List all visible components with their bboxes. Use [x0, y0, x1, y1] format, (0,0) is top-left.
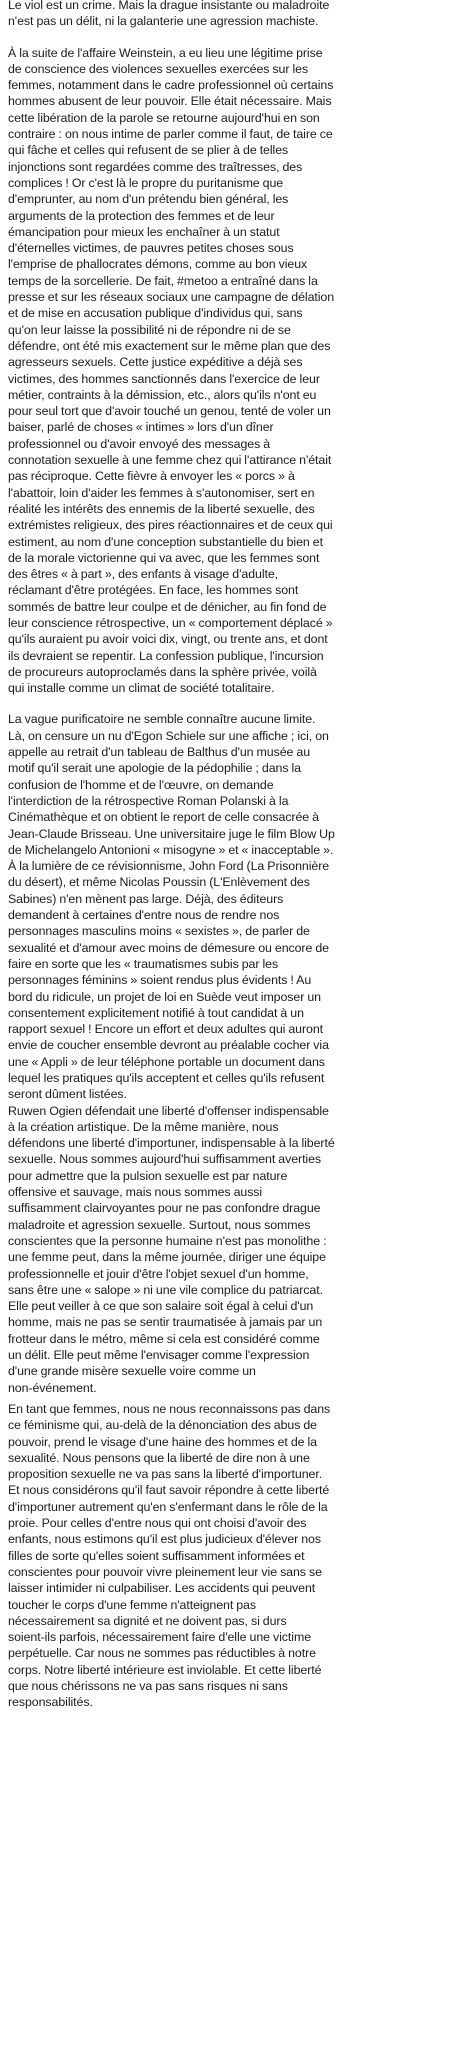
text-line: frotteur dans le métro, même si cela est considéré comme: [8, 1331, 320, 1346]
paragraph-weinstein: [8, 45, 458, 697]
text-line: ils devraient se repentir. La confession publique, l'incursion: [8, 648, 324, 663]
text-line: une « Appli » de leur téléphone portable un document dans: [8, 1054, 325, 1069]
text-line: En tant que femmes, nous ne nous reconnaissons pas dans: [8, 1401, 331, 1416]
text-line: une femme peut, dans la même journée, diriger une équipe: [8, 1250, 326, 1265]
text-line: un délit. Elle peut même l'envisager comme l'expression: [8, 1348, 310, 1363]
text-line: et de mise en accusation publique d'individus qui, sans: [8, 306, 303, 321]
text-line: des êtres « à part », des enfants à visage d'adulte,: [8, 567, 279, 582]
text-line: à la création artistique. De la même manière, nous: [8, 1119, 279, 1134]
text-line: cette libération de la parole se retourne aujourd'hui en son: [8, 110, 320, 125]
text-line: sans être une « salope » ni une vile complice du patriarcat.: [8, 1282, 323, 1297]
text-line: faire en sorte que les « traumatismes subis par les: [8, 956, 279, 971]
text-line: Elle peut veiller à ce que son salaire soit égal à celui d'un: [8, 1299, 314, 1314]
text-line: ce féminisme qui, au-delà de la dénonciation des abus de: [8, 1418, 317, 1433]
text-line: appelle au retrait d'un tableau de Balthus d'un musée au: [8, 745, 311, 760]
text-line: suffisamment clairvoyantes pour ne pas confondre drague: [8, 1201, 321, 1216]
text-line: presse et sur les réseaux sociaux une campagne de délation: [8, 290, 335, 305]
text-line: proie. Pour celles d'entre nous qui ont choisi d'avoir des: [8, 1516, 307, 1531]
text-line: Et nous considérons qu'il faut savoir répondre à cette liberté: [8, 1483, 330, 1498]
document-body: [8, 0, 458, 1726]
text-line: qui fâche et celles qui refusent de se plier à de telles: [8, 143, 289, 158]
text-line: seront dûment listées.: [8, 1087, 127, 1102]
text-line: À la suite de l'affaire Weinstein, a eu lieu une légitime prise: [8, 45, 323, 60]
text-line: arguments de la protection des femmes et de leur: [8, 208, 275, 223]
text-line: pas réciproque. Cette fièvre à envoyer les « porcs » à: [8, 469, 295, 484]
text-line: conscientes que la personne humaine n'est pas monolithe :: [8, 1233, 327, 1248]
text-line: maladroite et agression sexuelle. Surtout, nous sommes: [8, 1217, 311, 1232]
text-line: Sabines) n'en mènent pas large. Déjà, des éditeurs: [8, 891, 284, 906]
text-line: estiment, au nom d'une conception substantielle du bien et: [8, 534, 323, 549]
paragraph-feminism: [8, 1401, 458, 1711]
text-line: qu'ils auraient pu avoir voici dix, vingt, ou trente ans, et dont: [8, 632, 328, 647]
text-line: offensive et sauvage, mais nous sommes aussi: [8, 1185, 263, 1200]
text-line: du désert), et même Nicolas Poussin (L'Enlèvement des: [8, 875, 310, 890]
text-line: victimes, des hommes sanctionnés dans l'exercice de leur: [8, 371, 320, 386]
text-line: de Michelangelo Antonioni « misogyne » et « inacceptable ».: [8, 842, 334, 857]
text-line: personnages masculins moins « sexistes », de parler de: [8, 924, 310, 939]
text-line: perpétuelle. Car nous ne sommes pas réductibles à notre: [8, 1646, 316, 1661]
paragraph-purification: [8, 711, 458, 1102]
text-line: qu'on leur laisse la possibilité ni de répondre ni de se: [8, 322, 291, 337]
text-line: d'éternelles victimes, de pauvres petites choses sous: [8, 241, 294, 256]
paragraph-ogien: [8, 1103, 458, 1396]
text-line: sexualité et d'amour avec moins de démesure ou encore de: [8, 940, 329, 955]
text-line: émancipation pour mieux les enchaîner à un statut: [8, 224, 280, 239]
text-line: homme, mais ne pas se sentir traumatisée à jamais par un: [8, 1315, 323, 1330]
text-line: pour seul tort que d'avoir touché un genou, tenté de voler un: [8, 404, 331, 419]
text-line: laisser intimider ni culpabiliser. Les accidents qui peuvent: [8, 1581, 316, 1596]
text-line: pour admettre que la pulsion sexuelle est par nature: [8, 1168, 288, 1183]
text-line: sommés de battre leur coulpe et de dénicher, au fin fond de: [8, 599, 327, 614]
text-line: proposition sexuelle ne va pas sans la liberté d'importuner.: [8, 1467, 323, 1482]
text-line: réclamant d'être protégées. En face, les hommes sont: [8, 583, 299, 598]
text-line: complices ! Or c'est là le propre du puritanisme que: [8, 175, 284, 190]
text-line: sexuelle. Nous sommes aujourd'hui suffisamment averties: [8, 1152, 322, 1167]
text-line: À la lumière de ce révisionnisme, John Ford (La Prisonnière: [8, 859, 330, 874]
text-line: agresseurs sexuels. Cette justice expéditive a déjà ses: [8, 355, 303, 370]
text-line: extrémistes religieux, des pires réactionnaires et de ceux qui: [8, 518, 333, 533]
text-line: l'emprise de phallocrates démons, comme au bon vieux: [8, 257, 308, 272]
text-line: pouvoir, prend le visage d'une haine des hommes et de la: [8, 1434, 317, 1449]
text-line: leur conscience rétrospective, un « comportement déplacé »: [8, 615, 333, 630]
text-line: défendre, ont été mis exactement sur le même plan que des: [8, 338, 331, 353]
text-line: sexualité. Nous pensons que la liberté de dire non à une: [8, 1450, 310, 1465]
text-line: personnages féminins » soient rendus plus évidents ! Au: [8, 973, 312, 988]
paragraph-intro: [8, 0, 458, 30]
text-line: non-événement.: [8, 1380, 97, 1395]
text-line: nécessairement sa dignité et ne doivent pas, si durs: [8, 1613, 287, 1628]
text-line: de procureurs autoproclamés dans la sphère privée, voilà: [8, 664, 317, 679]
text-line: d'importuner autrement qu'en s'enfermant dans le rôle de la: [8, 1499, 328, 1514]
text-line: baiser, parlé de choses « intimes » lors d'un dîner: [8, 420, 274, 435]
text-line: confusion de l'homme et de l'œuvre, on demande: [8, 777, 274, 792]
text-line: Cinémathèque et on obtient le report de celle consacrée à: [8, 810, 319, 825]
text-line: défendons une liberté d'importuner, indispensable à la liberté: [8, 1136, 335, 1151]
text-line: l'abattoir, loin d'aider les femmes à s'autonomiser, sert en: [8, 485, 315, 500]
text-line: envie de coucher ensemble devront au préalable cocher via: [8, 1038, 329, 1053]
text-line: Jean-Claude Brisseau. Une universitaire juge le film Blow Up: [8, 826, 335, 841]
text-line: connotation sexuelle à une femme chez qui l'attirance n'était: [8, 453, 332, 468]
text-line: que nous chérissons ne va pas sans risques ni sans: [8, 1678, 288, 1693]
text-line: de conscience des violences sexuelles exercées sur les: [8, 61, 309, 76]
text-line: professionnel ou d'avoir envoyé des messages à: [8, 436, 271, 451]
text-line: motif qu'il serait une apologie de la pédophilie ; dans la: [8, 761, 301, 776]
text-line: injonctions sont regardées comme des traîtresses, des: [8, 159, 303, 174]
text-line: Là, on censure un nu d'Egon Schiele sur une affiche ; ici, on: [8, 728, 329, 743]
text-line: Le viol est un crime. Mais la drague insistante ou maladroite: [8, 0, 330, 12]
text-line: La vague purificatoire ne semble connaître aucune limite.: [8, 712, 316, 727]
text-line: enfants, nous estimons qu'il est plus judicieux d'élever nos: [8, 1532, 321, 1547]
text-line: bord du ridicule, un projet de loi en Suède veut imposer un: [8, 989, 321, 1004]
text-line: métier, contraints à la démission, etc., alors qu'ils n'ont eu: [8, 387, 317, 402]
text-line: rapport sexuel ! Encore un effort et deux adultes qui auront: [8, 1022, 324, 1037]
text-line: responsabilités.: [8, 1695, 93, 1710]
text-line: d'emprunter, au nom d'un prétendu bien général, les: [8, 192, 289, 207]
text-line: de la morale victorienne qui va avec, que les femmes sont: [8, 550, 320, 565]
text-line: corps. Notre liberté intérieure est inviolable. Et cette liberté: [8, 1662, 322, 1677]
text-line: d'une grande misère sexuelle voire comme un: [8, 1364, 256, 1379]
text-line: toucher le corps d'une femme n'atteignent pas: [8, 1597, 256, 1612]
text-line: l'interdiction de la rétrospective Roman Polanski à la: [8, 793, 289, 808]
text-line: réalité les intérêts des ennemis de la liberté sexuelle, des: [8, 501, 315, 516]
text-line: demandent à certaines d'entre nous de rendre nos: [8, 908, 280, 923]
text-line: contraire : on nous intime de parler comme il faut, de taire ce: [8, 127, 333, 142]
text-line: temps de la sorcellerie. De fait, #metoo a entraîné dans la: [8, 273, 318, 288]
text-line: Ruwen Ogien défendait une liberté d'offenser indispensable: [8, 1103, 329, 1118]
text-line: filles de sorte qu'elles soient suffisamment informées et: [8, 1548, 305, 1563]
text-line: professionnelle et jouir d'être l'objet sexuel d'un homme,: [8, 1266, 309, 1281]
text-line: hommes abusent de leur pouvoir. Elle était nécessaire. Mais: [8, 94, 332, 109]
text-line: femmes, notamment dans le cadre professionnel où certains: [8, 78, 334, 93]
text-line: n'est pas un délit, ni la galanterie une agression machiste.: [8, 14, 319, 29]
text-line: consentement explicitement notifié à tout candidat à un: [8, 1005, 304, 1020]
text-line: conscientes pour pouvoir vivre pleinement leur vie sans se: [8, 1564, 322, 1579]
text-line: qui installe comme un climat de société totalitaire.: [8, 681, 275, 696]
text-line: lequel les pratiques qu'ils acceptent et celles qu'ils refusent: [8, 1071, 325, 1085]
text-line: soient-ils parfois, nécessairement faire d'elle une victime: [8, 1630, 311, 1645]
